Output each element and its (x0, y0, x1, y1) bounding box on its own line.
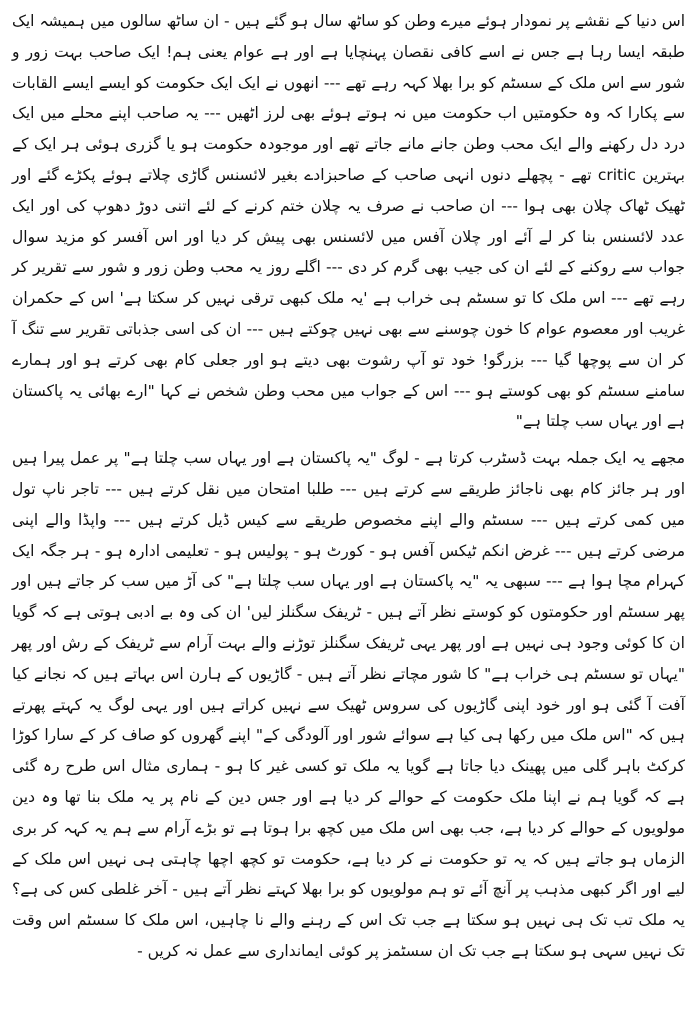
paragraph-2 (12, 443, 685, 967)
paragraph-1-text: اس دنیا کے نقشے پر نمودار ہوئے میرے وطن کو ساٹھ سال ہو گئے ہیں - ان ساٹھ سالوں میں ہمیشہ ایک طبقہ ایسا رہا ہے جس نے اسے کافی نقصان پہنچایا ہے اور ہے عوام یعنی ہم! ایک صاحب بہت زور و شور سے اس ملک کے سسٹم کو برا بھلا کہہ رہے تھے --- انھوں نے ایک ایک حکومت کو ایسے ایسے القابات سے پکارا کہ وہ حکومتیں اب حکومت میں نہ ہوتے ہوئے بھی لرز اٹھیں --- یہ صاحب اپنے محلے میں ایک درد دل رکھنے والے ایک محب وطن جانے مانے جاتے تھے اور موجودہ حکومت ہو یا گزری ہوئی ہر ایک کے بہترین critic تھے - پچھلے دنوں انہی صاحب کے صاحبزادے بغیر لائسنس گاڑی چلاتے ہوئے پکڑے گئے اور ٹھیک ٹھاک چلان بھی ہوا --- ان صاحب نے صرف یہ چلان ختم کرنے کے لئے اتنی دوڑ دھوپ کی اور ایک عدد لائسنس بنا کر لے آئے اور چلان آفس میں لائسنس بھی پیش کر دیا اور اس آفسر کو مزید سوال جواب سے روکنے کے لئے ان کی جیب بھی گرم کر دی --- اگلے روز یہ محب وطن زور و شور سے تقریر کر رہے تھے --- اس ملک کا تو سسٹم ہی خراب ہے 'یہ ملک کبھی ترقی نہیں کر سکتا ہے' اس کے حکمران غریب اور معصوم عوام کا خون چوسنے سے بھی نہیں چوکتے ہیں --- ان کی اسی جذباتی تقریر سے تنگ آ کر ان سے پوچھا گیا --- بزرگو! خود تو آپ رشوت بھی دیتے ہو اور جعلی کام بھی کرتے ہو اور ہمارے سامنے سسٹم کو بھی کوستے ہو --- اس کے جواب میں محب وطن شخص نے کہا "ارے بھائی یہ پاکستان ہے اور یہاں سب چلتا ہے" (12, 12, 685, 431)
paragraph-1 (12, 6, 685, 437)
paragraph-2-text: مجھے یہ ایک جملہ بہت ڈسٹرب کرتا ہے - لوگ "یہ پاکستان ہے اور یہاں سب چلتا ہے" پر عمل پیرا ہیں اور ہر جائز کام بھی ناجائز طریقے سے کرتے ہیں --- طلبا امتحان میں نقل کرتے ہیں --- تاجر ناپ تول میں کمی کرتے ہیں --- سسٹم والے اپنے مخصوص طریقے سے کیس ڈیل کرتے ہیں --- واپڈا والے اپنی مرضی کرتے ہیں --- غرض انکم ٹیکس آفس ہو - کورٹ ہو - پولیس ہو - تعلیمی ادارہ ہو - ہر جگہ ایک کہرام مچا ہوا ہے --- سبھی یہ "یہ پاکستان ہے اور یہاں سب چلتا ہے" کی آڑ میں سب کر جاتے ہیں اور پھر سسٹم اور حکومتوں کو کوستے نظر آتے ہیں - ٹریفک سگنلز لیں' ان کی وہ بے ادبی ہوتی ہے کہ گویا ان کا کوئی وجود ہی نہیں ہے اور پھر یہی ٹریفک سگنلز توڑنے والے بہت آرام سے ٹریفک کے رش اور پھر "یہاں تو سسٹم ہی خراب ہے" کا شور مچاتے نظر آتے ہیں - گاڑیوں کے ہارن اس بہاتے ہیں کہ نجانے کیا آفت آ گئی ہو اور خود اپنی گاڑیوں کی سروس ٹھیک سے نہیں کراتے ہیں اور یہی لوگ یہ کہتے پھرتے ہیں کہ "اس ملک میں رکھا ہی کیا ہے سوائے شور اور آلودگی کے" اپنے گھروں کو صاف کر کے سارا کوڑا کرکٹ باہر گلی میں پھینک دیا جاتا ہے گویا یہ ملک تو کسی غیر کا ہو - ہماری مثال اس طرح رہ گئی ہے کہ گویا ہم نے اپنا ملک حکومت کے حوالے کر دیا ہے اور جس دین کے نام پر یہ ملک بنا تھا وہ دین مولویوں کے حوالے کر دیا ہے، جب بھی اس ملک میں کچھ برا ہوتا ہے تو بڑے آرام سے ہم یہ کہہ کر بری الزماں ہو جاتے ہیں کہ یہ تو حکومت نے کر دیا ہے، حکومت تو کچھ اچھا چاہتی ہی نہیں اس ملک کے لیے اور اگر کبھی مذہب پر آنچ آئے تو ہم مولویوں کو برا بھلا کہتے نظر آتے ہیں - آخر غلطی کس کی ہے؟ یہ ملک تب تک ہی نہیں ہو سکتا ہے جب تک اس کے رہنے والے نا چاہیں، اس ملک کا سسٹم اس وقت تک نہیں سہی ہو سکتا ہے جب تک ان سسٹمز پر کوئی ایمانداری سے عمل نہ کریں - (12, 449, 685, 960)
